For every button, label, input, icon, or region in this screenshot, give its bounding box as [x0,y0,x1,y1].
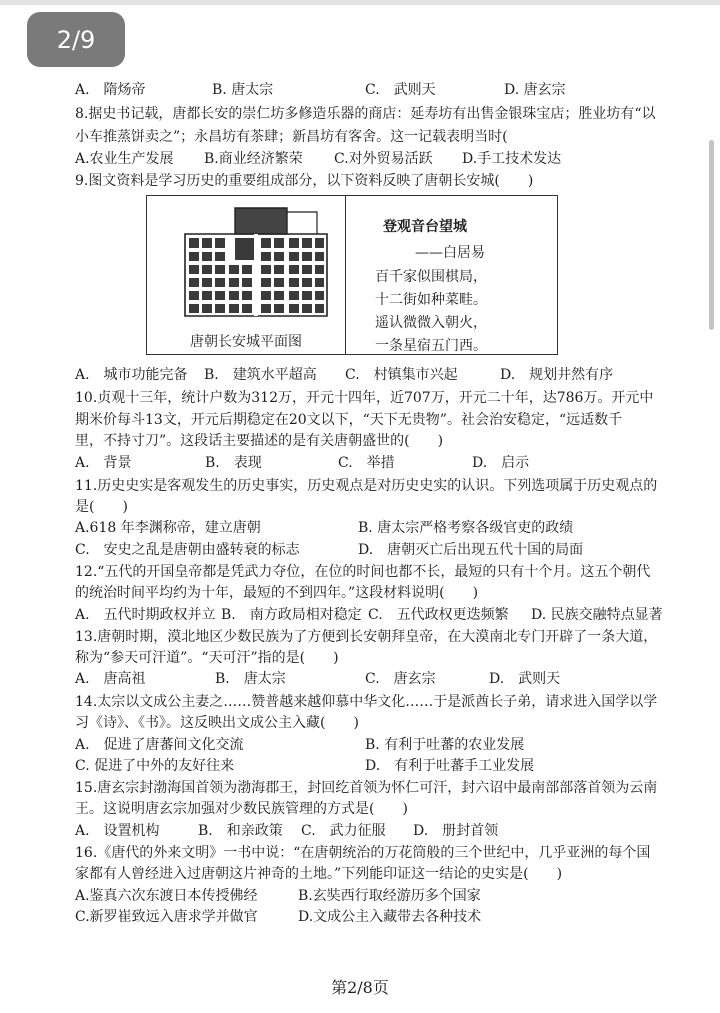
q15-stem-line1: 15.唐玄宗封渤海国首领为渤海郡王，封回纥首领为怀仁可汗，封六诏中最南部部落首领为云南 [75,780,658,796]
q15-option-a[interactable]: A. 设置机构 [75,823,160,839]
q11-option-b[interactable]: B. 唐太宗严格考察各级官吏的政绩 [358,520,574,536]
q14-option-b[interactable]: B. 有利于吐蕃的农业发展 [365,737,525,753]
q13-option-a[interactable]: A. 唐高祖 [75,671,146,687]
q7-option-c[interactable]: C. 武则天 [365,82,436,98]
poem-line: 十二街如种菜畦。 [375,292,487,308]
q15-option-b[interactable]: B. 和亲政策 [198,823,283,839]
poem-line: 一条星宿五门西。 [375,338,487,354]
q8-stem-line1: 8.据史书记载，唐都长安的崇仁坊多修造乐器的商店：延寿坊有出售金银珠宝店；胜业坊有“以 [75,106,656,122]
q10-option-d[interactable]: D. 启示 [472,455,530,471]
q13-option-d[interactable]: D. 武则天 [489,671,561,687]
poem-title: 登观音台望城 [383,219,467,235]
q16-stem-line2: 家都有人曾经进入过唐朝这片神奇的土地。”下列能印证这一结论的史实是( ) [75,866,563,882]
poem-author: ——白居易 [415,245,485,261]
q9-option-d[interactable]: D. 规划井然有序 [500,367,614,383]
q11-option-c[interactable]: C. 安史之乱是唐朝由盛转衰的标志 [75,542,300,558]
q16-stem-line1: 16.《唐代的外来文明》一书中说：“在唐朝统治的万花筒般的三个世纪中，几乎亚洲的每个国 [75,845,651,861]
poem-line: 遥认微微入朝火， [375,315,487,331]
q13-option-b[interactable]: B. 唐太宗 [215,671,286,687]
q15-option-d[interactable]: D. 册封首领 [413,823,499,839]
q7-option-a[interactable]: A. 隋炀帝 [75,82,146,98]
q10-stem-line1: 10.贞观十三年，统计户数为312万，开元十四年，近707万，开元二十年，达786万。开元中 [75,390,654,406]
q8-option-c[interactable]: C.对外贸易活跃 [334,151,433,167]
q11-option-d[interactable]: D. 唐朝灭亡后出现五代十国的局面 [358,542,584,558]
q10-option-b[interactable]: B. 表现 [205,455,262,471]
q12-option-b[interactable]: B. 南方政局相对稳定 [221,607,362,623]
q8-stem-line2: 小车推蒸饼卖之”；永昌坊有茶肆；新昌坊有客舍。这一记载表明当时( [75,129,508,145]
poem-line: 百千家似围棋局， [375,269,487,285]
q15-stem-line2: 王。这说明唐玄宗加强对少数民族管理的方式是( ) [75,801,408,817]
q14-stem-line1: 14.太宗以文成公主妻之……赞普越来越仰慕中华文化……于是派酋长子弟，请求进入国学以学 [75,694,658,710]
q14-option-c[interactable]: C. 促进了中外的友好往来 [75,758,235,774]
top-bar [0,0,720,5]
q12-option-d[interactable]: D. 民族交融特点显著 [531,607,663,623]
q15-option-c[interactable]: C. 武力征服 [301,823,386,839]
q8-option-d[interactable]: D.手工技术发达 [462,151,562,167]
q16-option-a[interactable]: A.鉴真六次东渡日本传授佛经 [75,888,258,904]
q9-option-b[interactable]: B. 建筑水平超高 [204,367,317,383]
scrollbar[interactable] [709,140,714,330]
poem-panel [347,196,557,354]
changan-map-panel [147,196,346,354]
q8-option-b[interactable]: B.商业经济繁荣 [204,151,303,167]
q9-option-c[interactable]: C. 村镇集市兴起 [345,367,458,383]
q7-option-b[interactable]: B. 唐太宗 [212,82,274,98]
map-caption: 唐朝长安城平面图 [190,334,302,350]
q12-stem-line1: 12.“五代的开国皇帝都是凭武力夺位，在位的时间也都不长，最短的只有十个月。这五个朝代 [75,564,651,580]
q10-option-c[interactable]: C. 举措 [338,455,395,471]
q13-stem-line2: 称为“参天可汗道”。“天可汗”指的是( ) [75,650,339,666]
q11-stem-line2: 是( ) [75,499,128,515]
changan-map-image [177,204,337,324]
q10-stem-line3: 里，不持寸刀”。这段话主要描述的是有关唐朝盛世的( ) [75,433,444,449]
q13-stem-line1: 13.唐朝时期，漠北地区少数民族为了方便到长安朝拜皇帝，在大漠南北专门开辟了一条大道， [75,629,658,645]
q9-option-a[interactable]: A. 城市功能完备 [75,367,188,383]
q10-stem-line2: 期米价每斗13文，开元后期稳定在20文以下，“天下无贵物”。社会治安稳定，“远适数千 [75,412,623,428]
q16-option-d[interactable]: D.文成公主入藏带去各种技术 [298,909,482,925]
q9-figure [146,195,558,355]
q14-stem-line2: 习《诗》、《书》。这反映出文成公主入藏( ) [75,715,359,731]
q14-option-a[interactable]: A. 促进了唐蕃间文化交流 [75,737,244,753]
q14-option-d[interactable]: D. 有利于吐蕃手工业发展 [365,758,535,774]
q13-option-c[interactable]: C. 唐玄宗 [365,671,436,687]
q16-option-c[interactable]: C.新罗崔致远入唐求学并做官 [75,909,258,925]
q11-option-a[interactable]: A.618 年李渊称帝，建立唐朝 [75,520,261,536]
q12-option-a[interactable]: A. 五代时期政权并立 [75,607,216,623]
q12-option-c[interactable]: C. 五代政权更迭频繁 [368,607,509,623]
q7-option-d[interactable]: D. 唐玄宗 [504,82,566,98]
q8-option-a[interactable]: A.农业生产发展 [75,151,174,167]
page-footer: 第2/8页 [331,978,389,997]
q9-stem: 9.图文资料是学习历史的重要组成部分，以下资料反映了唐朝长安城( ) [75,173,534,189]
q11-stem-line1: 11.历史史实是客观发生的历史事实，历史观点是对历史史实的认识。下列选项属于历史观点的 [75,478,658,494]
q10-option-a[interactable]: A. 背景 [75,455,132,471]
q12-stem-line2: 的统治时间平均约为十年，最短的不到四年。”这段材料说明( ) [75,585,479,601]
q16-option-b[interactable]: B.玄奘西行取经游历多个国家 [298,888,481,904]
page-indicator-badge: 2/9 [27,12,125,67]
